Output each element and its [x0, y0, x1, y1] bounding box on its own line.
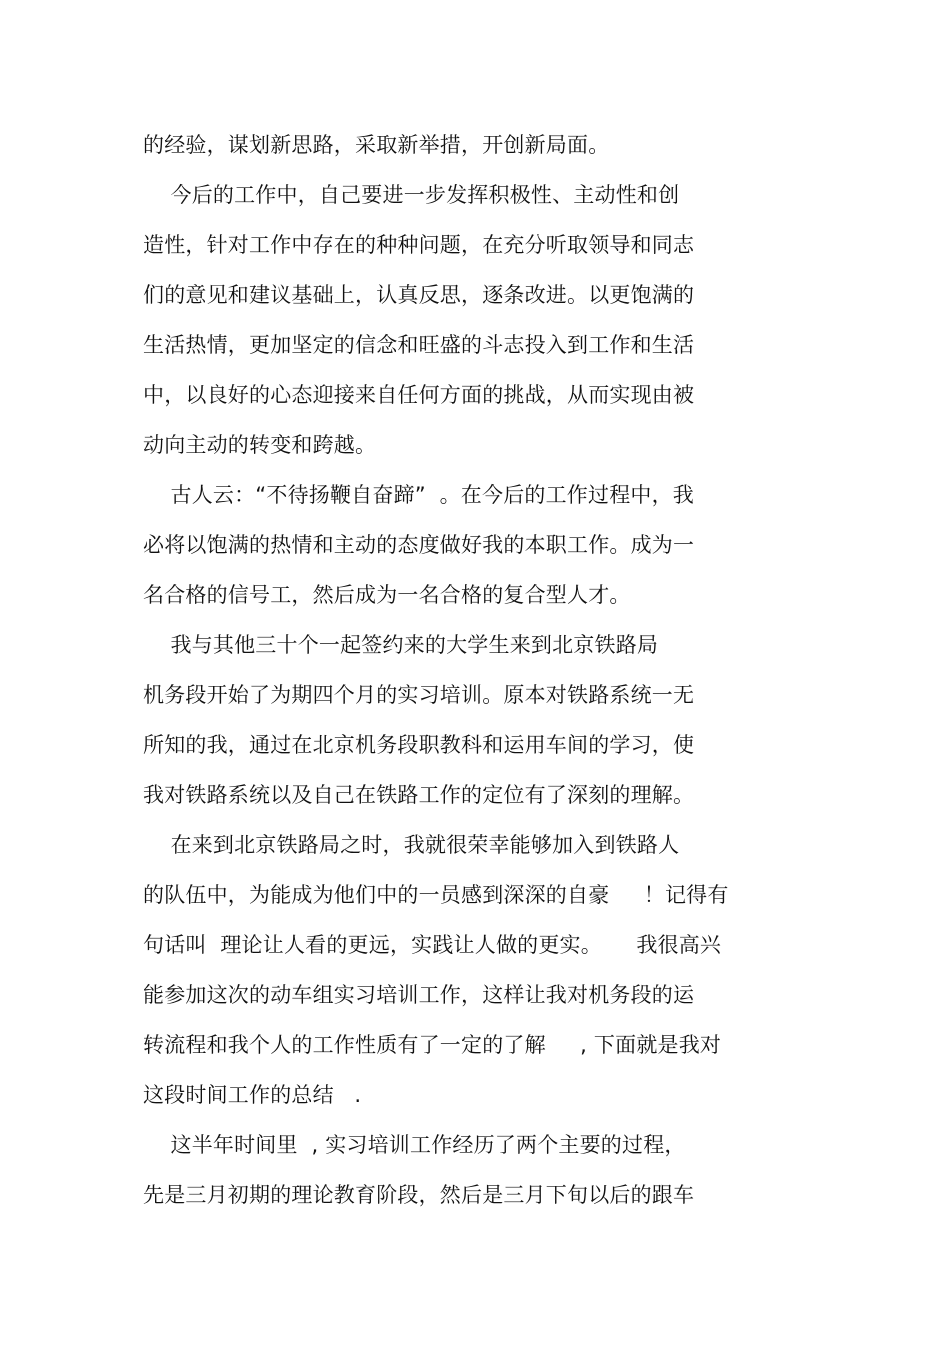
text-line: 中，以良好的心态迎接来自任何方面的挑战，从而实现由被	[143, 383, 695, 407]
text-line: 动向主动的转变和跨越。	[143, 433, 377, 457]
text-line: 在来到北京铁路局之时，我就很荣幸能够加入到铁路人	[143, 833, 680, 857]
text-line: 名合格的信号工，然后成为一名合格的复合型人才。	[143, 583, 631, 607]
text-line: 句话叫 理论让人看的更远，实践让人做的更实。 我很高兴	[143, 933, 722, 957]
text-line: 的队伍中，为能成为他们中的一员感到深深的自豪 ！记得有	[143, 883, 729, 907]
text-line: 生活热情，更加坚定的信念和旺盛的斗志投入到工作和生活	[143, 333, 695, 357]
text-line: 我对铁路系统以及自己在铁路工作的定位有了深刻的理解。	[143, 783, 695, 807]
text-line: 必将以饱满的热情和主动的态度做好我的本职工作。成为一	[143, 533, 695, 557]
text-line: 能参加这次的动车组实习培训工作，这样让我对机务段的运	[143, 983, 695, 1007]
text-line: 这半年时间里 , 实习培训工作经历了两个主要的过程，	[143, 1133, 686, 1157]
text-line: 所知的我，通过在北京机务段职教科和运用车间的学习，使	[143, 733, 695, 757]
text-line: 们的意见和建议基础上，认真反思，逐条改进。以更饱满的	[143, 283, 695, 307]
text-line: 我与其他三十个一起签约来的大学生来到北京铁路局	[143, 633, 659, 657]
text-line: 转流程和我个人的工作性质有了一定的了解 , 下面就是我对	[143, 1033, 722, 1057]
text-line: 机务段开始了为期四个月的实习培训。原本对铁路系统一无	[143, 683, 695, 707]
document-body	[143, 120, 823, 1220]
text-line: 今后的工作中，自己要进一步发挥积极性、主动性和创	[143, 183, 680, 207]
text-line: 古人云：“不待扬鞭自奋蹄” 。在今后的工作过程中，我	[143, 483, 695, 507]
text-line: 先是三月初期的理论教育阶段，然后是三月下旬以后的跟车	[143, 1183, 695, 1207]
text-line: 这段时间工作的总结 .	[143, 1083, 362, 1107]
text-line: 的经验，谋划新思路，采取新举措，开创新局面。	[143, 133, 610, 157]
text-line: 造性，针对工作中存在的种种问题，在充分听取领导和同志	[143, 233, 695, 257]
